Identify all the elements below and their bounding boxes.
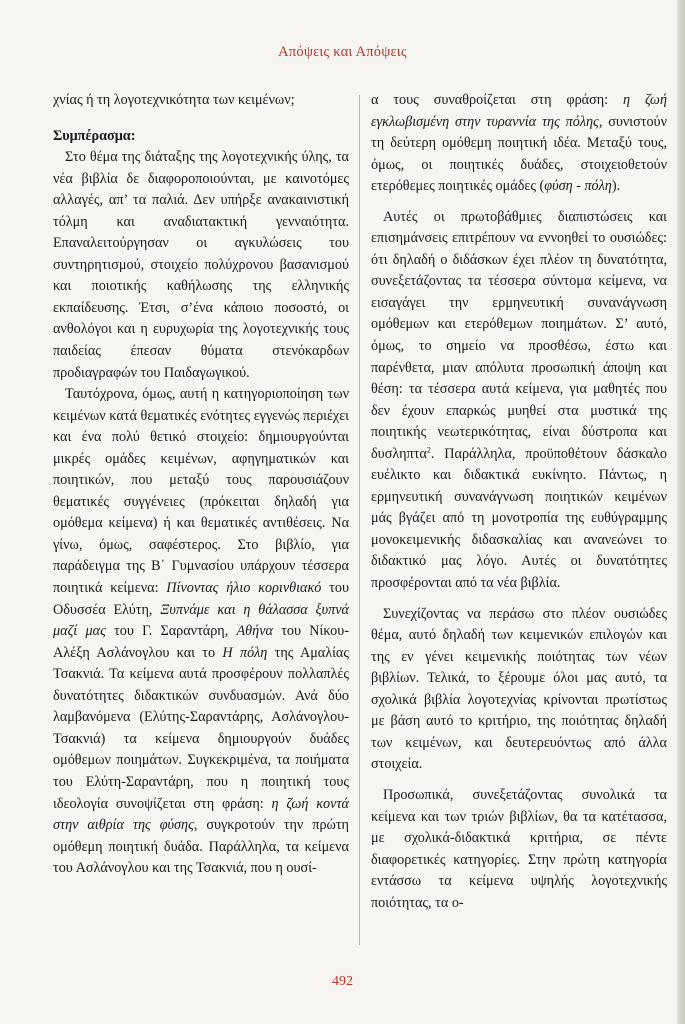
left-column bbox=[53, 90, 349, 880]
page-edge bbox=[677, 0, 685, 1024]
section-heading: Συμπέρασμα: bbox=[53, 127, 136, 144]
right-paragraph-continuation: α τους συναθροίζεται στη φράση: η ζωή εγκλωβισμένη στην τυραννία της πόλης, συνιστούν τη δεύτερη ομόθεμη ποιητική ιδέα. Μεταξύ τους, όμως, οι ποιητικές δυάδες, στοιχειοθετούν ετερόθεμες ποιητικές ομάδες (φύση - πόλη). bbox=[371, 92, 667, 195]
page-number: 492 bbox=[332, 974, 353, 989]
italic-pair: φύση - πόλη bbox=[544, 178, 612, 195]
poem-title: Ξυπνάμε και η θάλασσα ξυπνά μαζί μας bbox=[53, 601, 349, 640]
right-paragraph-2: Συνεχίζοντας να περάσω στο πλέον ουσιώδες θέμα, αυτό δηλαδή των κειμενικών επιλογών και της εν γένει κειμενικής ποιότητας των νέων βιβλίων. Τελικά, το ξέρουμε όλοι μας αυτό, τα σχολικά βιβλία λογοτεχνίας κρίνονται πρωτίστως με βάση αυτό το κριτήριο, της ποιότητας δηλαδή των κειμένων, και δευτερευόντως από άλλα στοιχεία. bbox=[371, 605, 667, 773]
running-head: Απόψεις και Απόψεις bbox=[278, 44, 407, 60]
right-paragraph-3: Προσωπικά, συνεξετάζοντας συνολικά τα κείμενα και των τριών βιβλίων, θα τα κατέτασσα, με σχολικά-διδακτικά κριτήρια, σε πέντε διαφορετικές κατηγορίες. Στην πρώτη κατηγορία εντάσσω τα κείμενα υψηλής λογοτεχνικής ποιότητας, τα ο- bbox=[371, 786, 667, 911]
footnote-marker: 2 bbox=[426, 445, 431, 455]
poem-title: Η πόλη bbox=[222, 644, 268, 661]
poem-title: Πίνοντας ήλιο κορινθιακό bbox=[166, 580, 322, 597]
right-column bbox=[371, 90, 667, 914]
poem-title: Αθήνα bbox=[236, 623, 273, 640]
left-paragraph-1: Στο θέμα της διάταξης της λογοτεχνικής ύλης, τα νέα βιβλία δε διαφοροποιούνται, με καινοτόμες αλλαγές, απ’ τα παλιά. Δεν υπήρξε ανακαινιστική τόλμη και αναδιατακτική γενναιότητα. Επαναλειτούργησαν οι αγκυλώσεις του συντηρητισμού, στοιχείο πολύχρονου βασανισμού και ποιοτικής καθήλωσης της ελληνικής εκπαίδευσης. Έτσι, σ’ένα κάποιο ποσοστό, οι ανθολόγοι και η ευρυχωρία της λογοτεχνικής τους παιδείας έπεσαν θύματα στενόκαρδων προδιαγραφών του Παιδαγωγικού. bbox=[53, 149, 349, 381]
right-paragraph-1: Αυτές οι πρωτοβάθμιες διαπιστώσεις και επισημάνσεις επιτρέπουν να εννοηθεί το ουσιώδες: ότι δηλαδή ο διδάσκων έχει πλέον τη δυνατότητα, συνεξετάζοντας τα τέσσερα σύντομα κείμενα, να εισαγάγει την ερμηνευτική συνανάγνωση ομόθεμων και ετερόθεμων ποιημάτων. Σ’ αυτό, όμως, το σημείο να προσθέσω, έστω και παρένθετα, μιαν απόλυτα προσωπική άποψη και θέση: τα τέσσερα αυτά κείμενα, για μαθητές που δεν έχουν επαρκώς μυηθεί στα μυστικά της ποιητικής νεωτερικότητας, είναι δύστροπα και δυσληπτα$^2$. Παράλληλα, προϋποθέτουν δάσκαλο ευέλικτο και διδακτικά ευκίνητο. Πάντως, η ερμηνευτική συνανάγνωση ποιητικών κειμένων μάς βγάζει από τη μονοτροπία της ευθύγραμμης μονοκειμενικής διδασκαλίας και ανανεώνει το διδακτικό μας λόγο. Αυτές οι δυνατότητες προσφέρονται από τα νέα βιβλία. bbox=[371, 208, 667, 592]
column-divider bbox=[359, 95, 360, 945]
italic-quote: η ζωή κοντά στην αιθρία της φύσης bbox=[53, 795, 349, 834]
left-paragraph-2: Ταυτόχρονα, όμως, αυτή η κατηγοριοποίηση των κειμένων κατά θεματικές ενότητες εγγενώς περιέχει και ένα πολύ θετικό στοιχείο: δημιουργούνται μικρές ομάδες κειμένων, αφηγηματικών και ποιητικών, που μεταξύ τους παρουσιάζουν θεματικές συγγένειες (πρόκειται δηλαδή για ομόθεμα κείμενα) ή και θεματικές αντιθέσεις. Να γίνω, όμως, σαφέστερος. Στο βιβλίο, για παράδειγμα της Β΄ Γυμνασίου υπάρχουν τέσσερα ποιητικά κείμενα: Πίνοντας ήλιο κορινθιακό του Οδυσσέα Ελύτη, Ξυπνάμε και η θάλασσα ξυπνά μαζί μας του Γ. Σαραντάρη, Αθήνα του Νίκου-Αλέξη Ασλάνογλου και το Η πόλη της Αμαλίας Τσακνιά. Τα κείμενα αυτά προσφέρουν πολλαπλές δυνατότητες διδακτικών συνδυασμών. Ανά δύο λαμβανόμενα (Ελύτης-Σαραντάρης, Ασλάνογλου-Τσακνιά) τα κείμενα δημιουργούν δυάδες ομόθεμων ποιημάτων. Συγκεκριμένα, τα ποιήματα του Ελύτη-Σαραντάρη, που η ποιητική τους ιδεολογία συνοψίζεται στη φράση: η ζωή κοντά στην αιθρία της φύσης, συγκροτούν την πρώτη ομόθεμη ποιητική δυάδα. Παράλληλα, τα κείμενα του Ασλάνογλου και της Τσακνιά, που η ουσί- bbox=[53, 386, 349, 877]
left-paragraph-continuation: χνίας ή τη λογοτεχνικότητα των κειμένων; bbox=[53, 92, 295, 108]
italic-quote: η ζωή εγκλωβισμένη στην τυραννία της πόλης bbox=[371, 92, 667, 130]
